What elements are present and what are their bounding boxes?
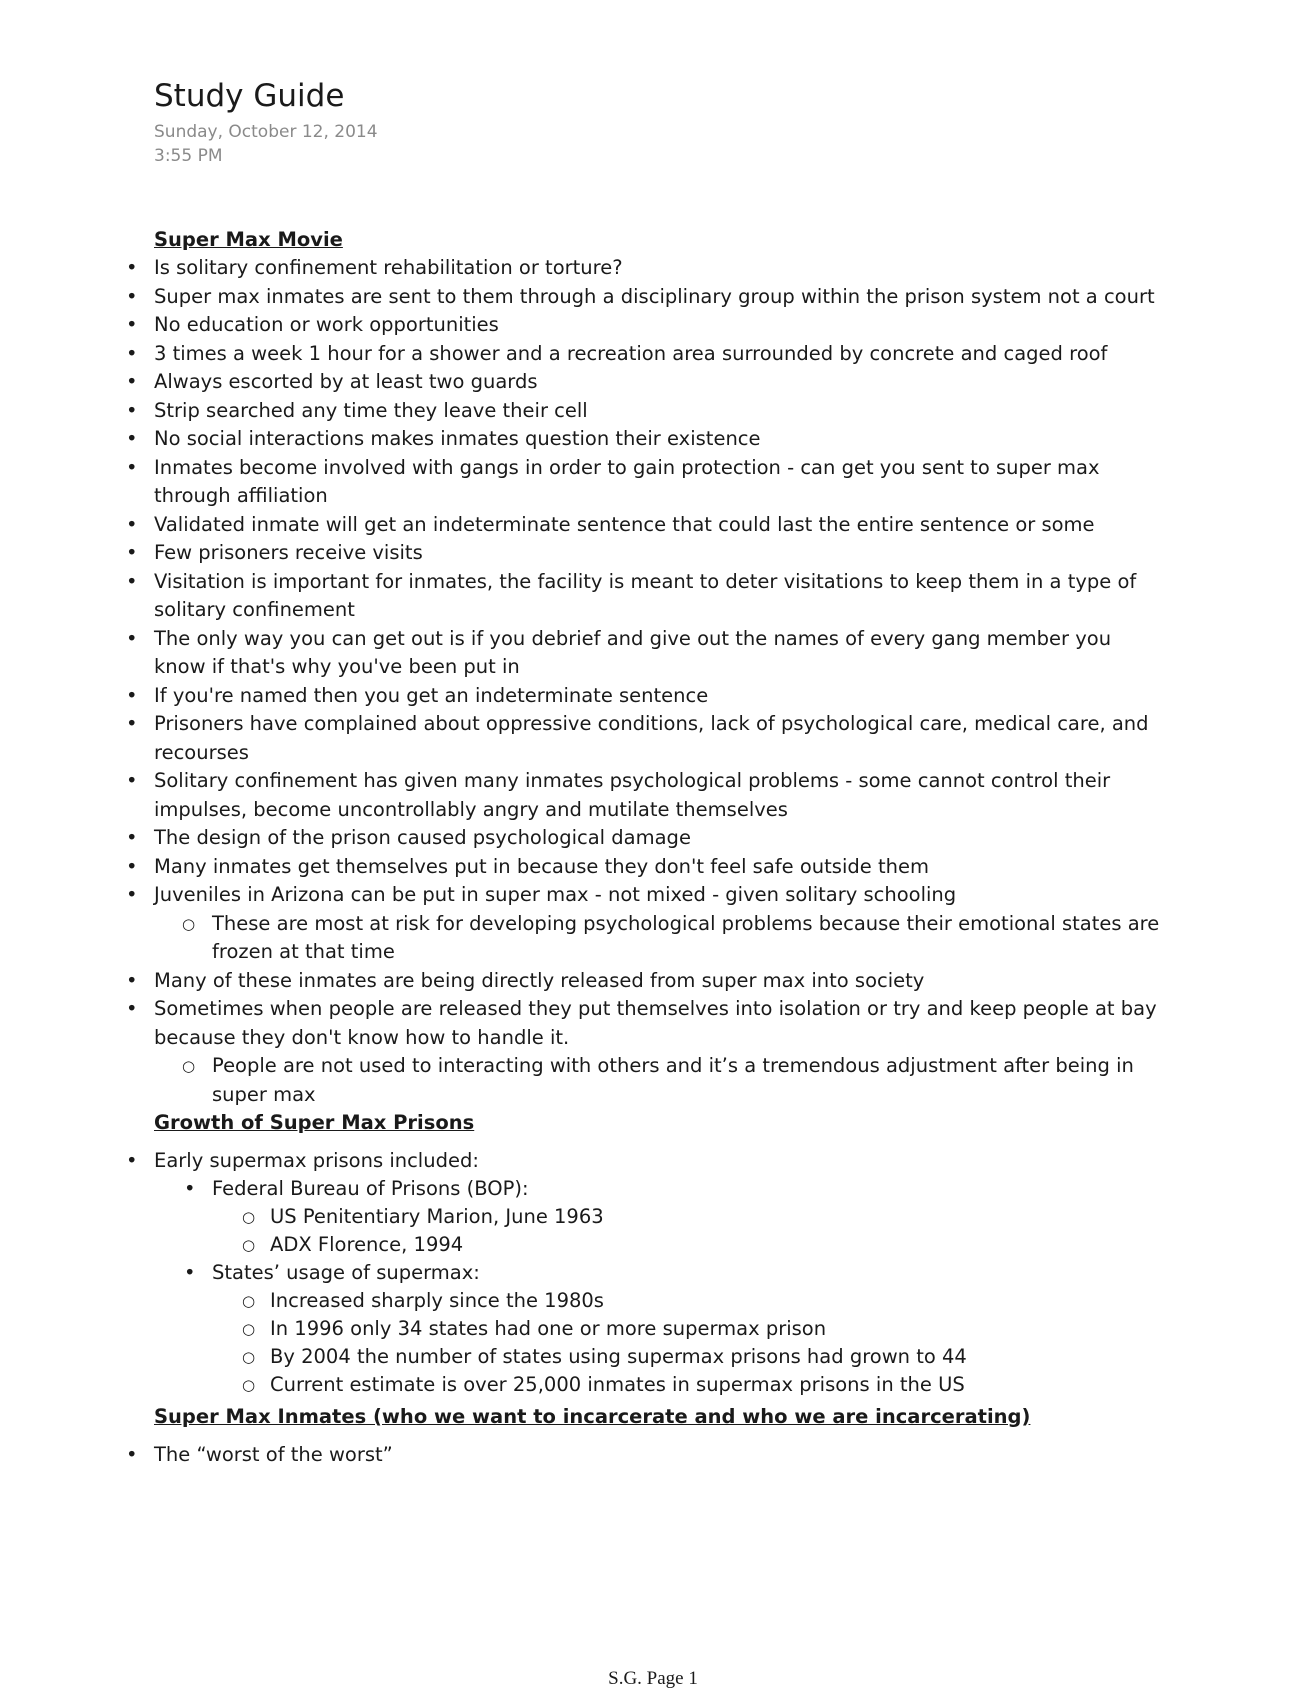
sub-list: [212, 1175, 1164, 1399]
sub-sub-list-item: ○ Increased sharply since the 1980s: [270, 1287, 1164, 1315]
list-item: • If you're named then you get an indeterminate sentence: [154, 682, 1164, 711]
list-item: • Is solitary confinement rehabilitation or torture?: [154, 254, 1164, 283]
list-item: • Always escorted by at least two guards: [154, 368, 1164, 397]
sub-list-item: ○ These are most at risk for developing psychological problems because their emotional states are frozen at that time: [212, 910, 1164, 967]
growth-list: [154, 1147, 1164, 1399]
list-item-text: Sometimes when people are released they put themselves into isolation or try and keep people at bay because they don't know how to handle it.: [154, 997, 1157, 1049]
sub-list-item: ○ People are not used to interacting with others and it’s a tremendous adjustment after being in super max: [212, 1052, 1164, 1109]
page-title: Study Guide: [154, 78, 345, 114]
list-item: • Many inmates get themselves put in because they don't feel safe outside them: [154, 853, 1164, 882]
list-item: • Validated inmate will get an indeterminate sentence that could last the entire sentence or some: [154, 511, 1164, 540]
list-item: • No social interactions makes inmates question their existence: [154, 425, 1164, 454]
sub-list-item: [212, 1175, 1164, 1259]
list-item-text: Juveniles in Arizona can be put in super max - not mixed - given solitary schooling: [154, 883, 957, 906]
list-item: • Prisoners have complained about oppressive conditions, lack of psychological care, medical care, and recourses: [154, 710, 1164, 767]
list-item: • The design of the prison caused psychological damage: [154, 824, 1164, 853]
list-item: [154, 995, 1164, 1109]
list-item: • 3 times a week 1 hour for a shower and a recreation area surrounded by concrete and caged roof: [154, 340, 1164, 369]
list-item: • Few prisoners receive visits: [154, 539, 1164, 568]
sub-sub-list-item: ○ US Penitentiary Marion, June 1963: [270, 1203, 1164, 1231]
sub-sub-list-item: ○ Current estimate is over 25,000 inmates in supermax prisons in the US: [270, 1371, 1164, 1399]
list-item: • Strip searched any time they leave their cell: [154, 397, 1164, 426]
note-date: Sunday, October 12, 2014: [154, 122, 378, 142]
sub-list: [212, 1052, 1164, 1109]
page-footer: S.G. Page 1: [608, 1668, 698, 1689]
list-item: [154, 881, 1164, 967]
list-item: • No education or work opportunities: [154, 311, 1164, 340]
list-item: • Super max inmates are sent to them through a disciplinary group within the prison system not a court: [154, 283, 1164, 312]
section-heading-super-max-movie: Super Max Movie: [154, 228, 343, 251]
section-heading-inmates: Super Max Inmates (who we want to incarcerate and who we are incarcerating): [154, 1405, 1031, 1428]
list-item: • The “worst of the worst”: [154, 1441, 1164, 1469]
sub-sub-list: [270, 1287, 1164, 1399]
sub-list: [212, 910, 1164, 967]
list-item: [154, 1147, 1164, 1399]
list-item-text: States’ usage of supermax:: [212, 1261, 480, 1284]
list-item-text: Federal Bureau of Prisons (BOP):: [212, 1177, 529, 1200]
list-item: • Inmates become involved with gangs in order to gain protection - can get you sent to super max through affiliation: [154, 454, 1164, 511]
list-item: • Visitation is important for inmates, the facility is meant to deter visitations to keep them in a type of solitary confinement: [154, 568, 1164, 625]
sub-sub-list-item: ○ In 1996 only 34 states had one or more supermax prison: [270, 1315, 1164, 1343]
list-item: • Many of these inmates are being directly released from super max into society: [154, 967, 1164, 996]
inmates-list: [154, 1441, 1164, 1469]
section-heading-growth: Growth of Super Max Prisons: [154, 1111, 475, 1134]
note-content: [154, 226, 1164, 1469]
list-item: • Solitary confinement has given many inmates psychological problems - some cannot control their impulses, become uncontrollably angry and mutilate themselves: [154, 767, 1164, 824]
list-item-text: Early supermax prisons included:: [154, 1149, 479, 1172]
sub-sub-list: [270, 1203, 1164, 1259]
note-time: 3:55 PM: [154, 146, 223, 166]
sub-sub-list-item: ○ ADX Florence, 1994: [270, 1231, 1164, 1259]
sub-sub-list-item: ○ By 2004 the number of states using supermax prisons had grown to 44: [270, 1343, 1164, 1371]
list-item: • The only way you can get out is if you debrief and give out the names of every gang member you know if that's why you've been put in: [154, 625, 1164, 682]
sub-list-item: [212, 1259, 1164, 1399]
super-max-movie-list: [154, 254, 1164, 1109]
